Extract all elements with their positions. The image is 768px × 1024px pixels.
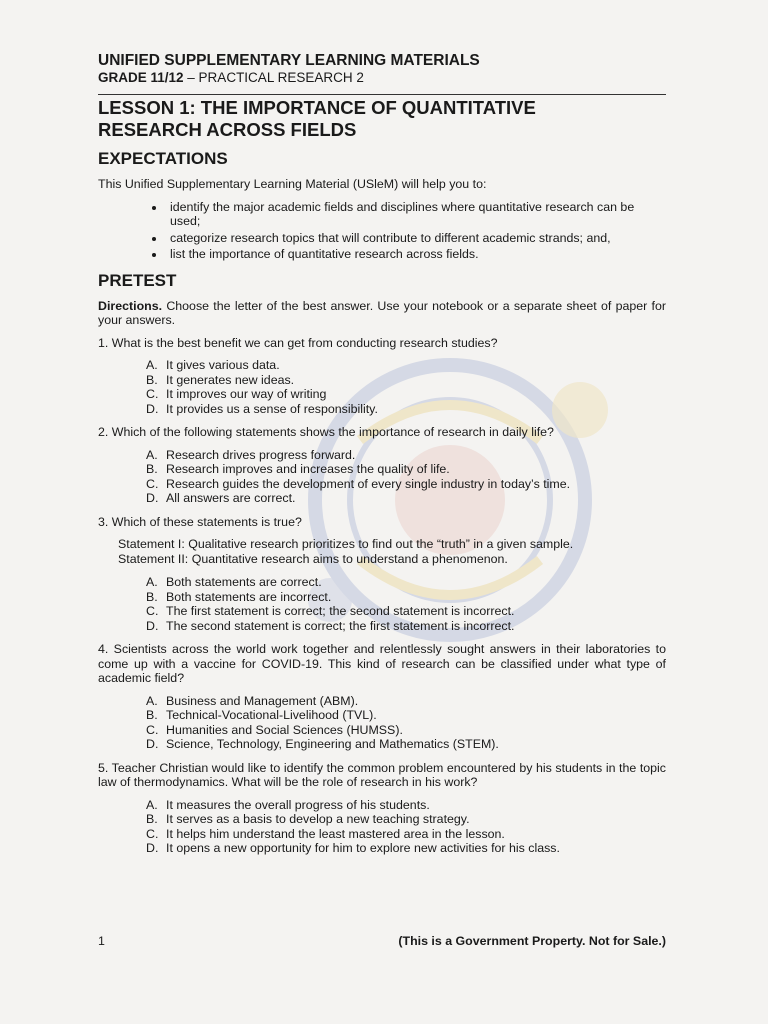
question-3-statements xyxy=(98,537,666,566)
header-subtitle xyxy=(98,70,666,86)
expectations-list xyxy=(98,200,666,262)
option-text: It measures the overall progress of his students. xyxy=(166,797,430,812)
option-letter: C. xyxy=(146,722,159,737)
option-letter: A. xyxy=(146,693,158,708)
answer-option[interactable] xyxy=(146,841,666,856)
question-1-options xyxy=(98,358,666,416)
option-text: It generates new ideas. xyxy=(166,372,295,387)
option-letter: A. xyxy=(146,358,158,372)
option-letter: D. xyxy=(146,737,159,751)
option-text: Both statements are incorrect. xyxy=(166,589,332,604)
option-letter: A. xyxy=(146,797,158,812)
lesson-title-line-2: RESEARCH ACROSS FIELDS xyxy=(98,119,357,140)
option-text: It gives various data. xyxy=(166,358,280,372)
answer-option[interactable] xyxy=(146,491,666,506)
option-text: Research drives progress forward. xyxy=(166,447,356,462)
answer-option[interactable] xyxy=(146,387,666,402)
answer-option[interactable] xyxy=(146,448,666,463)
option-letter: C. xyxy=(146,826,159,841)
option-text: Research improves and increases the quality of life. xyxy=(166,462,450,476)
option-text: It provides us a sense of responsibility. xyxy=(166,401,378,416)
option-text: Technical-Vocational-Livelihood (TVL). xyxy=(166,708,377,722)
option-letter: D. xyxy=(146,841,159,855)
answer-option[interactable] xyxy=(146,373,666,388)
option-text: It improves our way of writing xyxy=(166,387,327,401)
question-5-options xyxy=(98,798,666,856)
option-letter: A. xyxy=(146,575,158,589)
answer-option[interactable] xyxy=(146,798,666,813)
page-number: 1 xyxy=(98,934,105,948)
option-letter: C. xyxy=(146,476,159,491)
option-letter: D. xyxy=(146,491,159,505)
option-letter: D. xyxy=(146,618,159,633)
page-footer xyxy=(98,934,666,950)
lesson-title xyxy=(98,97,666,141)
question-3-options xyxy=(98,575,666,633)
answer-option[interactable] xyxy=(146,462,666,477)
option-text: It opens a new opportunity for him to explore new activities for his class. xyxy=(166,841,560,855)
option-text: It helps him understand the least mastered area in the lesson. xyxy=(166,826,505,841)
answer-option[interactable] xyxy=(146,590,666,605)
grade-label: GRADE 11/12 xyxy=(98,70,184,85)
government-notice: (This is a Government Property. Not for Sale.) xyxy=(398,934,666,948)
option-letter: C. xyxy=(146,387,159,401)
option-letter: B. xyxy=(146,372,158,387)
question-5: 5. Teacher Christian would like to identify the common problem encountered by his students in the topic law of thermodynamics. What will be the role of research in his work? xyxy=(98,760,666,789)
statement-1: Statement I: Qualitative research prioritizes to find out the “truth” in a given sample. xyxy=(118,537,574,551)
answer-option[interactable] xyxy=(146,812,666,827)
document-content xyxy=(98,52,666,865)
answer-option[interactable] xyxy=(146,708,666,723)
question-4: 4. Scientists across the world work together and relentlessly sought answers in their laboratories to come up with a vaccine for COVID-19. This kind of research can be classified under what type of academic field? xyxy=(98,642,666,685)
directions-label: Directions. xyxy=(98,298,163,313)
option-letter: D. xyxy=(146,401,159,416)
option-text: Both statements are correct. xyxy=(166,575,322,589)
option-letter: B. xyxy=(146,812,158,826)
list-item: • identify the major academic fields and disciplines where quantitative research can be used; xyxy=(166,200,666,229)
option-letter: B. xyxy=(146,589,158,604)
pretest-directions xyxy=(98,299,666,328)
option-text: The second statement is correct; the first statement is incorrect. xyxy=(166,618,515,633)
answer-option[interactable] xyxy=(146,402,666,417)
option-text: All answers are correct. xyxy=(166,491,296,505)
answer-option[interactable] xyxy=(146,358,666,373)
expectations-intro: This Unified Supplementary Learning Material (USleM) will help you to: xyxy=(98,177,487,191)
answer-option[interactable] xyxy=(146,694,666,709)
option-text: Research guides the development of every single industry in today’s time. xyxy=(166,476,571,491)
option-text: Business and Management (ABM). xyxy=(166,693,359,708)
lesson-title-line-1: LESSON 1: THE IMPORTANCE OF QUANTITATIVE xyxy=(98,97,536,118)
question-2-options xyxy=(98,448,666,506)
option-letter: B. xyxy=(146,708,158,722)
question-3: 3. Which of these statements is true? xyxy=(98,514,302,529)
answer-option[interactable] xyxy=(146,619,666,634)
option-letter: B. xyxy=(146,462,158,476)
question-2: 2. Which of the following statements shows the importance of research in daily life? xyxy=(98,425,554,439)
list-item: • list the importance of quantitative research across fields. xyxy=(166,247,666,262)
header-divider xyxy=(98,94,666,95)
answer-option[interactable] xyxy=(146,477,666,492)
list-item: • categorize research topics that will contribute to different academic strands; and, xyxy=(166,231,666,246)
option-letter: A. xyxy=(146,447,158,462)
pretest-heading: PRETEST xyxy=(98,270,177,290)
question-4-options xyxy=(98,694,666,752)
option-text: The first statement is correct; the second statement is incorrect. xyxy=(166,604,515,618)
answer-option[interactable] xyxy=(146,827,666,842)
option-text: It serves as a basis to develop a new teaching strategy. xyxy=(166,812,470,826)
answer-option[interactable] xyxy=(146,723,666,738)
option-text: Science, Technology, Engineering and Mathematics (STEM). xyxy=(166,737,499,751)
answer-option[interactable] xyxy=(146,737,666,752)
option-letter: C. xyxy=(146,604,159,618)
subject-label: – PRACTICAL RESEARCH 2 xyxy=(183,70,364,85)
expectations-heading: EXPECTATIONS xyxy=(98,149,228,168)
option-text: Humanities and Social Sciences (HUMSS). xyxy=(166,722,403,737)
statement-2: Statement II: Quantitative research aims to understand a phenomenon. xyxy=(118,551,508,566)
question-1: 1. What is the best benefit we can get from conducting research studies? xyxy=(98,335,498,350)
directions-text: Choose the letter of the best answer. Use your notebook or a separate sheet of paper for your answers. xyxy=(98,298,666,327)
header-title: UNIFIED SUPPLEMENTARY LEARNING MATERIALS xyxy=(98,52,480,69)
answer-option[interactable] xyxy=(146,604,666,619)
answer-option[interactable] xyxy=(146,575,666,590)
